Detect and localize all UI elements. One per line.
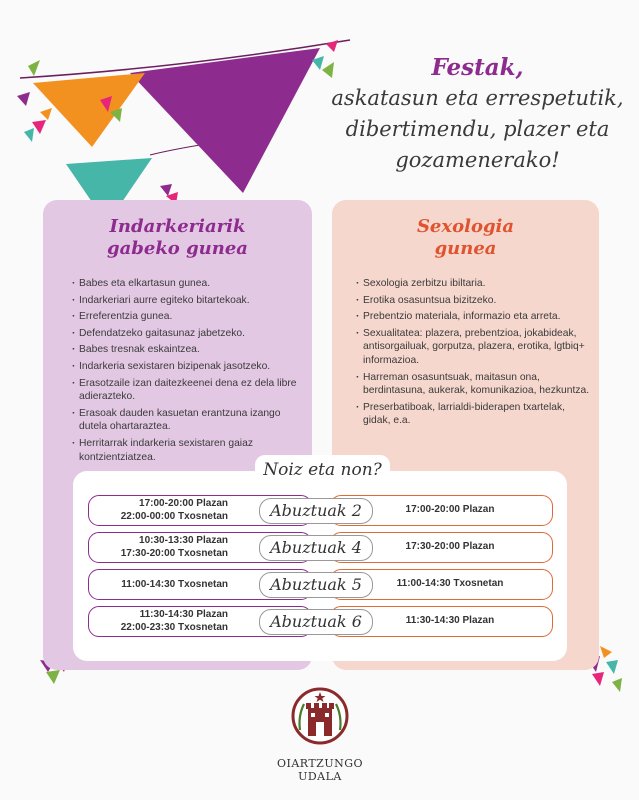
right-times: 17:00-20:00 Plazan (405, 504, 495, 515)
list-item: · Erotika osasuntsua bizitzeko. (356, 294, 594, 308)
castle-tower-icon (290, 686, 350, 752)
list-item: · Defendatzeko gaitasunaz jabetzeko. (72, 327, 310, 341)
left-panel-title (43, 216, 312, 260)
date-label: Abuztuak 4 (259, 535, 373, 561)
list-item: · Sexualitatea: plazera, prebentzioa, jokabideak, antisorgailuak, gorputza, plazera, erotika, lgtbiq+ informazioa. (356, 327, 594, 368)
title-line: gabeko gunea (107, 238, 248, 259)
left-times (88, 608, 228, 634)
list-item: · Babes tresnak eskaintzea. (72, 343, 310, 357)
left-times (88, 534, 228, 560)
left-times (88, 578, 228, 591)
time-text: 10:30-13:30 Plazan (139, 535, 228, 546)
title-line: Indarkeriarik (109, 216, 246, 237)
left-times (88, 497, 228, 523)
list-item: · Prebentzio materiala, informazio eta arreta. (356, 310, 594, 324)
time-text: 22:00-00:00 Txosnetan (120, 511, 228, 522)
time-text: 11:30-14:30 Plazan (139, 609, 228, 620)
list-item: · Preserbatiboak, larrialdi-biderapen txartelak, gidak, e.a. (356, 401, 594, 428)
list-item: · Herritarrak indarkeria sexistaren gaiaz kontzientziatzea. (72, 437, 310, 464)
logo-line: OIARTZUNGO (276, 757, 364, 770)
time-text: 22:00-23:30 Txosnetan (120, 622, 228, 633)
right-times: 17:30-20:00 Plazan (405, 541, 495, 552)
time-text: 17:00-20:00 Plazan (139, 498, 228, 509)
confetti (28, 60, 40, 76)
headline (325, 52, 630, 176)
date-label: Abuztuak 5 (259, 572, 373, 598)
left-panel-list (72, 277, 310, 467)
list-item: · Babes eta elkartasun gunea. (72, 277, 310, 291)
list-item: · Indarkeria sexistaren bizipenak jasotzeko. (72, 360, 310, 374)
right-panel-title (332, 216, 599, 260)
time-text: 17:30-20:00 Txosnetan (120, 548, 228, 559)
right-times: 11:30-14:30 Plazan (405, 615, 495, 626)
schedule-title: Noiz eta non? (255, 455, 390, 485)
list-item: · Erasotzaile izan daitezkeenei dena ez dela libre adierazteko. (72, 377, 310, 404)
logo-line: UDALA (298, 770, 342, 783)
right-times: 11:00-14:30 Txosnetan (396, 578, 504, 589)
headline-line: gozamenerako! (395, 148, 560, 172)
headline-line: dibertimendu, plazer eta (345, 117, 610, 141)
title-line: Sexologia (416, 216, 515, 237)
time-text: 11:00-14:30 Txosnetan (121, 579, 228, 590)
purple-flag (130, 48, 320, 193)
date-label: Abuztuak 6 (259, 609, 373, 635)
title-line: gunea (434, 238, 497, 259)
logo-text (270, 757, 370, 783)
headline-line: Festak, (431, 54, 524, 81)
list-item: · Harreman osasuntsuak, maitasun ona, berdintasuna, aukerak, komunikazioa, hezkuntza. (356, 371, 594, 398)
headline-line: askatasun eta errespetutik, (331, 86, 624, 110)
list-item: · Indarkeriari aurre egiteko bitartekoak. (72, 294, 310, 308)
date-label: Abuztuak 2 (259, 498, 373, 524)
list-item: · Erasoak dauden kasuetan erantzuna izango dutela ohartaraztea. (72, 407, 310, 434)
list-item: · Sexologia zerbitzu ibiltaria. (356, 277, 594, 291)
list-item: · Erreferentzia gunea. (72, 310, 310, 324)
right-panel-list (356, 277, 594, 431)
